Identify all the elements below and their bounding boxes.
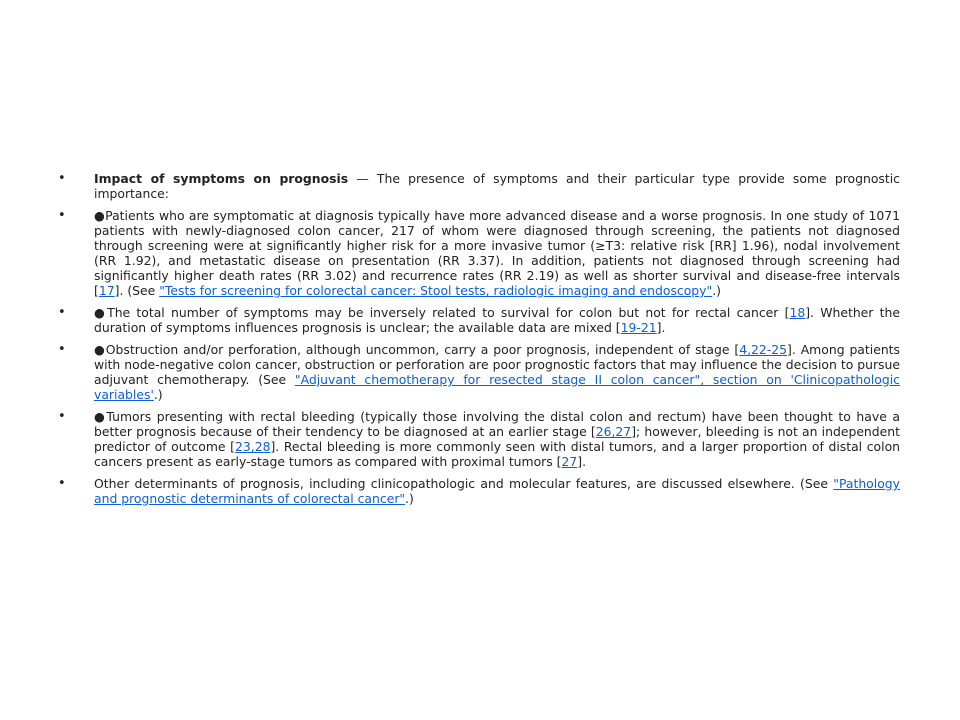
bullet-item-rectal-bleeding — [58, 409, 900, 469]
bullet-text: .) — [153, 387, 163, 402]
topic-link[interactable]: "Tests for screening for colorectal cancer: Stool tests, radiologic imaging and endoscopy" — [159, 283, 713, 298]
bullet-text: ●Patients who are symptomatic at diagnosis typically have more advanced disease and a worse prognosis. In one study of 1071 patients with newly-diagnosed colon cancer, 217 of whom were diagnosed through screening, the patients not diagnosed through screening were at significantly higher risk for a more invasive tumor (≥T3: relative risk [RR] 1.96), nodal involvement (RR 1.92), and metastatic disease on presentation (RR 3.37). In addition, patients not diagnosed through screening had significantly higher death rates (RR 3.02) and recurrence rates (RR 2.19) as well as shorter survival and disease-free intervals [ — [94, 208, 900, 298]
bullet-dot: • — [58, 305, 66, 320]
bullet-text: ]. (See — [114, 283, 160, 298]
bullet-list — [58, 171, 900, 513]
reference-link[interactable]: 19-21 — [620, 320, 657, 335]
bullet-dot: • — [58, 171, 66, 186]
bullet-text: Other determinants of prognosis, including clinicopathologic and molecular features, are discussed elsewhere. (See — [94, 476, 834, 491]
bullet-text: ]. Rectal bleeding is more commonly seen with distal tumors, and a larger proportion of distal colon cancers present as early-stage tumors as compared with proximal tumors [ — [94, 439, 900, 469]
bullet-text: ]. — [577, 454, 587, 469]
section-heading: Impact of symptoms on prognosis — [94, 171, 349, 186]
bullet-item-other-determinants — [58, 476, 900, 506]
topic-link[interactable]: "Pathology and prognostic determinants of colorectal cancer" — [94, 476, 900, 506]
bullet-dot: • — [58, 342, 66, 357]
bullet-text: ●Tumors presenting with rectal bleeding (typically those involving the distal colon and rectum) have been thought to have a better prognosis because of their tendency to be diagnosed at an earlier stage [ — [94, 409, 900, 439]
bullet-text: — The presence of symptoms and their particular type provide some prognostic importance: — [94, 171, 900, 201]
bullet-dot: • — [58, 409, 66, 424]
reference-link[interactable]: 26,27 — [595, 424, 632, 439]
bullet-item-symptom-count — [58, 305, 900, 335]
reference-link[interactable]: 17 — [98, 283, 115, 298]
bullet-text: .) — [712, 283, 721, 298]
reference-link[interactable]: 18 — [789, 305, 806, 320]
bullet-text: ●Obstruction and/or perforation, although uncommon, carry a poor prognosis, independent of stage [ — [94, 342, 740, 357]
bullet-item-obstruction — [58, 342, 900, 402]
reference-link[interactable]: 27 — [561, 454, 578, 469]
bullet-item-symptomatic — [58, 208, 900, 298]
bullet-text: ]; however, bleeding is not an independent predictor of outcome [ — [94, 424, 900, 454]
bullet-item-intro — [58, 171, 900, 201]
bullet-dot: • — [58, 208, 66, 223]
bullet-text: ●The total number of symptoms may be inversely related to survival for colon but not for rectal cancer [ — [94, 305, 790, 320]
bullet-text: .) — [405, 491, 414, 506]
topic-link[interactable]: "Adjuvant chemotherapy for resected stage II colon cancer", section on 'Clinicopathologic variables' — [94, 372, 900, 402]
bullet-text: ]. Whether the duration of symptoms influences prognosis is unclear; the available data are mixed [ — [94, 305, 900, 335]
reference-link[interactable]: 4,22-25 — [739, 342, 788, 357]
reference-link[interactable]: 23,28 — [234, 439, 271, 454]
bullet-text: ]. — [656, 320, 666, 335]
bullet-dot: • — [58, 476, 66, 491]
bullet-text: ]. Among patients with node-negative colon cancer, obstruction or perforation are poor prognostic factors that may influence the decision to pursue adjuvant chemotherapy. (See — [94, 342, 900, 387]
